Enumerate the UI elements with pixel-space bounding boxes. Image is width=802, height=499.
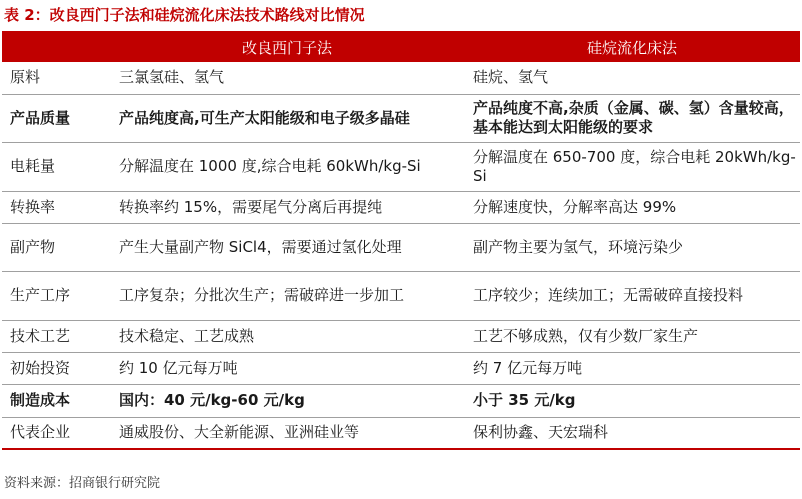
row-label: 生产工序 [2, 271, 110, 320]
table-row [2, 191, 800, 223]
header-empty [2, 32, 110, 62]
row-label: 产品质量 [2, 94, 110, 142]
cell-siemens: 国内：40 元/kg-60 元/kg [110, 384, 464, 417]
table-row [2, 320, 800, 352]
table-row [2, 223, 800, 271]
row-label: 技术工艺 [2, 320, 110, 352]
cell-silane: 工序较少；连续加工；无需破碎直接投料 [464, 271, 800, 320]
table-header-row [2, 32, 800, 62]
cell-silane: 工艺不够成熟，仅有少数厂家生产 [464, 320, 800, 352]
source-note: 资料来源：招商银行研究院 [4, 476, 161, 491]
cell-siemens: 三氯氢硅、氢气 [119, 68, 225, 87]
row-label: 副产物 [2, 223, 110, 271]
cell-silane: 约 7 亿元每万吨 [464, 352, 800, 384]
cell-siemens: 分解温度在 1000 度,综合电耗 60kWh/kg-Si [110, 142, 464, 191]
cell-silane: 硅烷、氢气 [473, 68, 549, 87]
table-row [2, 384, 800, 417]
table-row [2, 62, 800, 94]
cell-siemens: 工序复杂；分批次生产；需破碎进一步加工 [110, 271, 464, 320]
cell-siemens: 产生大量副产物 SiCl4，需要通过氢化处理 [110, 223, 464, 271]
cell-silane: 分解速度快，分解率高达 99% [464, 191, 800, 223]
cell-siemens: 约 10 亿元每万吨 [110, 352, 464, 384]
comparison-table [2, 31, 800, 450]
cell-silane: 保利协鑫、天宏瑞科 [464, 417, 800, 449]
row-label: 代表企业 [2, 417, 110, 449]
table-row [2, 417, 800, 449]
row-label: 转换率 [2, 191, 110, 223]
cell-siemens: 转换率约 15%，需要尾气分离后再提纯 [110, 191, 464, 223]
table-title: 表 2：改良西门子法和硅烷流化床法技术路线对比情况 [4, 6, 365, 24]
table-row [2, 142, 800, 191]
table-row [2, 94, 800, 142]
row-label: 初始投资 [2, 352, 110, 384]
cell-siemens: 产品纯度高,可生产太阳能级和电子级多晶硅 [110, 94, 464, 142]
header-siemens: 改良西门子法 [110, 32, 464, 62]
cell-siemens: 通威股份、大全新能源、亚洲硅业等 [110, 417, 464, 449]
cell-silane: 产品纯度不高,杂质（金属、碳、氢）含量较高，基本能达到太阳能级的要求 [464, 94, 800, 142]
row-label: 原料 [10, 68, 41, 87]
cell-silane: 分解温度在 650-700 度，综合电耗 20kWh/kg-Si [464, 142, 800, 191]
header-silane: 硅烷流化床法 [464, 32, 800, 62]
row-label: 电耗量 [2, 142, 110, 191]
cell-silane: 小于 35 元/kg [464, 384, 800, 417]
table-row [2, 352, 800, 384]
cell-silane: 副产物主要为氢气，环境污染少 [464, 223, 800, 271]
cell-siemens: 技术稳定、工艺成熟 [110, 320, 464, 352]
row-label: 制造成本 [2, 384, 110, 417]
table-row [2, 271, 800, 320]
